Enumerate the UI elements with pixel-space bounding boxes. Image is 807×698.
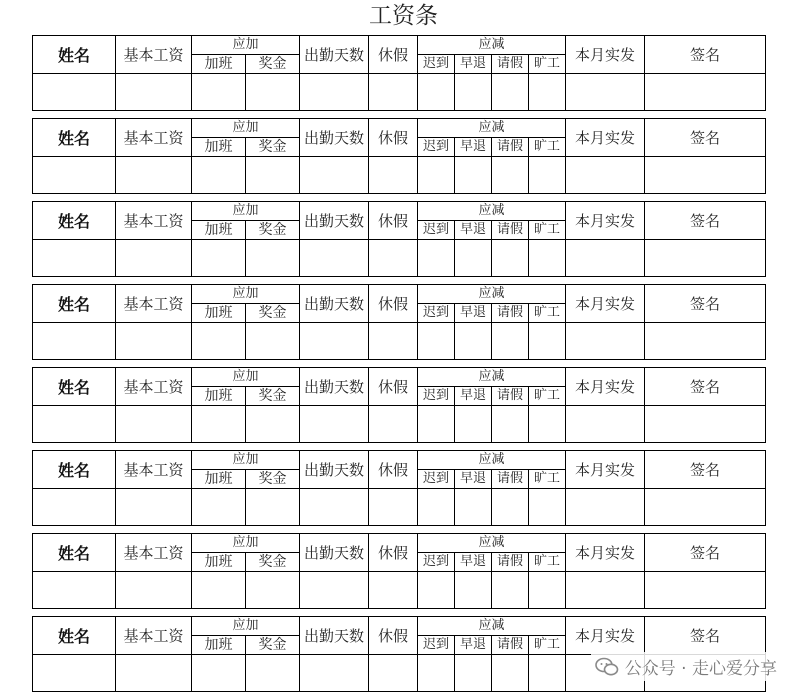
header-absent: 旷工 bbox=[529, 387, 566, 406]
header-attendance-days: 出勤天数 bbox=[300, 285, 369, 323]
cell-base-salary[interactable] bbox=[116, 323, 192, 360]
header-deduct-group: 应减 bbox=[418, 202, 566, 221]
page-title: 工资条 bbox=[369, 3, 438, 29]
cell-bonus[interactable] bbox=[246, 240, 300, 277]
cell-absent[interactable] bbox=[529, 406, 566, 443]
header-base-salary: 基本工资 bbox=[116, 202, 192, 240]
cell-name[interactable] bbox=[33, 489, 116, 526]
header-net-pay: 本月实发 bbox=[566, 202, 645, 240]
header-bonus: 奖金 bbox=[246, 470, 300, 489]
header-name: 姓名 bbox=[33, 285, 116, 323]
header-attendance-days: 出勤天数 bbox=[300, 368, 369, 406]
header-signature: 签名 bbox=[645, 202, 766, 240]
header-leave: 休假 bbox=[369, 119, 418, 157]
cell-leave[interactable] bbox=[369, 240, 418, 277]
header-signature: 签名 bbox=[645, 36, 766, 74]
header-personal-leave: 请假 bbox=[492, 304, 529, 323]
cell-name[interactable] bbox=[33, 572, 116, 609]
cell-personal-leave[interactable] bbox=[492, 323, 529, 360]
salary-slip-table bbox=[32, 450, 766, 526]
cell-personal-leave[interactable] bbox=[492, 572, 529, 609]
header-base-salary: 基本工资 bbox=[116, 534, 192, 572]
cell-base-salary[interactable] bbox=[116, 157, 192, 194]
header-name: 姓名 bbox=[33, 534, 116, 572]
cell-bonus[interactable] bbox=[246, 406, 300, 443]
header-early-leave: 早退 bbox=[455, 636, 492, 655]
cell-base-salary[interactable] bbox=[116, 489, 192, 526]
cell-base-salary[interactable] bbox=[116, 74, 192, 111]
salary-slip-table bbox=[32, 201, 766, 277]
header-name: 姓名 bbox=[33, 36, 116, 74]
cell-personal-leave[interactable] bbox=[492, 406, 529, 443]
header-leave: 休假 bbox=[369, 36, 418, 74]
cell-name[interactable] bbox=[33, 157, 116, 194]
header-early-leave: 早退 bbox=[455, 470, 492, 489]
header-late: 迟到 bbox=[418, 387, 455, 406]
watermark-text: 公众号 · 走心爱分享 bbox=[624, 659, 777, 679]
salary-slip-table bbox=[32, 533, 766, 609]
cell-bonus[interactable] bbox=[246, 323, 300, 360]
header-overtime: 加班 bbox=[192, 304, 246, 323]
cell-early-leave[interactable] bbox=[455, 74, 492, 111]
header-net-pay: 本月实发 bbox=[566, 451, 645, 489]
header-signature: 签名 bbox=[645, 368, 766, 406]
cell-name[interactable] bbox=[33, 240, 116, 277]
header-late: 迟到 bbox=[418, 221, 455, 240]
cell-net-pay[interactable] bbox=[566, 572, 645, 609]
cell-attendance-days[interactable] bbox=[300, 240, 369, 277]
header-leave: 休假 bbox=[369, 451, 418, 489]
salary-slip bbox=[32, 118, 765, 193]
header-deduct-group: 应减 bbox=[418, 451, 566, 470]
header-net-pay: 本月实发 bbox=[566, 617, 645, 655]
cell-net-pay[interactable] bbox=[566, 157, 645, 194]
salary-slip-table bbox=[32, 118, 766, 194]
cell-absent[interactable] bbox=[529, 572, 566, 609]
header-attendance-days: 出勤天数 bbox=[300, 36, 369, 74]
salary-slip-table bbox=[32, 35, 766, 111]
cell-signature[interactable] bbox=[645, 157, 766, 194]
header-add-group: 应加 bbox=[192, 451, 300, 470]
cell-net-pay[interactable] bbox=[566, 240, 645, 277]
salary-slip bbox=[32, 533, 765, 608]
cell-overtime[interactable] bbox=[192, 406, 246, 443]
header-add-group: 应加 bbox=[192, 119, 300, 138]
header-bonus: 奖金 bbox=[246, 636, 300, 655]
header-net-pay: 本月实发 bbox=[566, 368, 645, 406]
cell-signature[interactable] bbox=[645, 489, 766, 526]
cell-attendance-days[interactable] bbox=[300, 323, 369, 360]
cell-overtime[interactable] bbox=[192, 323, 246, 360]
cell-attendance-days[interactable] bbox=[300, 572, 369, 609]
wechat-icon bbox=[595, 657, 619, 677]
header-add-group: 应加 bbox=[192, 368, 300, 387]
cell-name[interactable] bbox=[33, 406, 116, 443]
header-absent: 旷工 bbox=[529, 221, 566, 240]
cell-bonus[interactable] bbox=[246, 489, 300, 526]
header-net-pay: 本月实发 bbox=[566, 36, 645, 74]
cell-overtime[interactable] bbox=[192, 655, 246, 692]
header-add-group: 应加 bbox=[192, 202, 300, 221]
header-base-salary: 基本工资 bbox=[116, 119, 192, 157]
header-overtime: 加班 bbox=[192, 636, 246, 655]
cell-net-pay[interactable] bbox=[566, 406, 645, 443]
cell-leave[interactable] bbox=[369, 74, 418, 111]
salary-slip bbox=[32, 284, 765, 359]
header-name: 姓名 bbox=[33, 617, 116, 655]
header-bonus: 奖金 bbox=[246, 553, 300, 572]
header-overtime: 加班 bbox=[192, 138, 246, 157]
cell-signature[interactable] bbox=[645, 240, 766, 277]
cell-overtime[interactable] bbox=[192, 240, 246, 277]
header-late: 迟到 bbox=[418, 636, 455, 655]
header-base-salary: 基本工资 bbox=[116, 617, 192, 655]
header-overtime: 加班 bbox=[192, 553, 246, 572]
header-net-pay: 本月实发 bbox=[566, 534, 645, 572]
header-overtime: 加班 bbox=[192, 470, 246, 489]
header-leave: 休假 bbox=[369, 285, 418, 323]
cell-late[interactable] bbox=[418, 74, 455, 111]
cell-personal-leave[interactable] bbox=[492, 74, 529, 111]
cell-base-salary[interactable] bbox=[116, 240, 192, 277]
cell-name[interactable] bbox=[33, 74, 116, 111]
cell-signature[interactable] bbox=[645, 572, 766, 609]
header-name: 姓名 bbox=[33, 451, 116, 489]
header-absent: 旷工 bbox=[529, 553, 566, 572]
cell-attendance-days[interactable] bbox=[300, 655, 369, 692]
header-attendance-days: 出勤天数 bbox=[300, 119, 369, 157]
header-bonus: 奖金 bbox=[246, 221, 300, 240]
header-name: 姓名 bbox=[33, 119, 116, 157]
cell-bonus[interactable] bbox=[246, 74, 300, 111]
cell-overtime[interactable] bbox=[192, 157, 246, 194]
cell-attendance-days[interactable] bbox=[300, 489, 369, 526]
header-base-salary: 基本工资 bbox=[116, 368, 192, 406]
header-add-group: 应加 bbox=[192, 617, 300, 636]
header-early-leave: 早退 bbox=[455, 55, 492, 74]
header-overtime: 加班 bbox=[192, 387, 246, 406]
cell-leave[interactable] bbox=[369, 323, 418, 360]
header-early-leave: 早退 bbox=[455, 138, 492, 157]
header-personal-leave: 请假 bbox=[492, 553, 529, 572]
header-signature: 签名 bbox=[645, 285, 766, 323]
cell-signature[interactable] bbox=[645, 74, 766, 111]
salary-slip bbox=[32, 367, 765, 442]
cell-base-salary[interactable] bbox=[116, 655, 192, 692]
header-absent: 旷工 bbox=[529, 138, 566, 157]
cell-bonus[interactable] bbox=[246, 655, 300, 692]
salary-slip bbox=[32, 201, 765, 276]
header-attendance-days: 出勤天数 bbox=[300, 451, 369, 489]
header-bonus: 奖金 bbox=[246, 304, 300, 323]
cell-net-pay[interactable] bbox=[566, 489, 645, 526]
header-name: 姓名 bbox=[33, 368, 116, 406]
salary-slip bbox=[32, 35, 765, 110]
cell-base-salary[interactable] bbox=[116, 406, 192, 443]
cell-overtime[interactable] bbox=[192, 74, 246, 111]
header-leave: 休假 bbox=[369, 617, 418, 655]
cell-early-leave[interactable] bbox=[455, 240, 492, 277]
header-early-leave: 早退 bbox=[455, 221, 492, 240]
cell-net-pay[interactable] bbox=[566, 323, 645, 360]
cell-signature[interactable] bbox=[645, 406, 766, 443]
cell-absent[interactable] bbox=[529, 655, 566, 692]
cell-overtime[interactable] bbox=[192, 572, 246, 609]
header-deduct-group: 应减 bbox=[418, 285, 566, 304]
header-deduct-group: 应减 bbox=[418, 534, 566, 553]
header-attendance-days: 出勤天数 bbox=[300, 202, 369, 240]
cell-absent[interactable] bbox=[529, 157, 566, 194]
cell-leave[interactable] bbox=[369, 406, 418, 443]
header-leave: 休假 bbox=[369, 202, 418, 240]
cell-leave[interactable] bbox=[369, 489, 418, 526]
cell-signature[interactable] bbox=[645, 323, 766, 360]
cell-attendance-days[interactable] bbox=[300, 406, 369, 443]
cell-base-salary[interactable] bbox=[116, 572, 192, 609]
salary-slip-table bbox=[32, 367, 766, 443]
header-absent: 旷工 bbox=[529, 636, 566, 655]
cell-absent[interactable] bbox=[529, 240, 566, 277]
cell-early-leave[interactable] bbox=[455, 406, 492, 443]
header-personal-leave: 请假 bbox=[492, 221, 529, 240]
header-deduct-group: 应减 bbox=[418, 617, 566, 636]
header-early-leave: 早退 bbox=[455, 553, 492, 572]
cell-personal-leave[interactable] bbox=[492, 157, 529, 194]
header-absent: 旷工 bbox=[529, 55, 566, 74]
cell-overtime[interactable] bbox=[192, 489, 246, 526]
header-deduct-group: 应减 bbox=[418, 119, 566, 138]
header-base-salary: 基本工资 bbox=[116, 36, 192, 74]
header-late: 迟到 bbox=[418, 138, 455, 157]
cell-name[interactable] bbox=[33, 323, 116, 360]
header-personal-leave: 请假 bbox=[492, 387, 529, 406]
cell-personal-leave[interactable] bbox=[492, 240, 529, 277]
cell-personal-leave[interactable] bbox=[492, 655, 529, 692]
watermark bbox=[591, 652, 781, 681]
header-net-pay: 本月实发 bbox=[566, 119, 645, 157]
header-base-salary: 基本工资 bbox=[116, 451, 192, 489]
header-signature: 签名 bbox=[645, 534, 766, 572]
cell-name[interactable] bbox=[33, 655, 116, 692]
cell-early-leave[interactable] bbox=[455, 323, 492, 360]
header-deduct-group: 应减 bbox=[418, 368, 566, 387]
header-base-salary: 基本工资 bbox=[116, 285, 192, 323]
cell-absent[interactable] bbox=[529, 489, 566, 526]
header-absent: 旷工 bbox=[529, 470, 566, 489]
header-net-pay: 本月实发 bbox=[566, 285, 645, 323]
header-leave: 休假 bbox=[369, 534, 418, 572]
header-late: 迟到 bbox=[418, 470, 455, 489]
header-attendance-days: 出勤天数 bbox=[300, 534, 369, 572]
header-name: 姓名 bbox=[33, 202, 116, 240]
cell-late[interactable] bbox=[418, 240, 455, 277]
cell-bonus[interactable] bbox=[246, 157, 300, 194]
header-add-group: 应加 bbox=[192, 285, 300, 304]
cell-leave[interactable] bbox=[369, 655, 418, 692]
cell-personal-leave[interactable] bbox=[492, 489, 529, 526]
cell-leave[interactable] bbox=[369, 157, 418, 194]
header-overtime: 加班 bbox=[192, 55, 246, 74]
header-overtime: 加班 bbox=[192, 221, 246, 240]
header-early-leave: 早退 bbox=[455, 304, 492, 323]
salary-slip bbox=[32, 450, 765, 525]
cell-early-leave[interactable] bbox=[455, 572, 492, 609]
header-leave: 休假 bbox=[369, 368, 418, 406]
cell-late[interactable] bbox=[418, 323, 455, 360]
header-signature: 签名 bbox=[645, 119, 766, 157]
cell-late[interactable] bbox=[418, 489, 455, 526]
header-bonus: 奖金 bbox=[246, 138, 300, 157]
cell-net-pay[interactable] bbox=[566, 74, 645, 111]
header-personal-leave: 请假 bbox=[492, 55, 529, 74]
cell-late[interactable] bbox=[418, 572, 455, 609]
header-absent: 旷工 bbox=[529, 304, 566, 323]
cell-late[interactable] bbox=[418, 406, 455, 443]
header-attendance-days: 出勤天数 bbox=[300, 617, 369, 655]
cell-attendance-days[interactable] bbox=[300, 157, 369, 194]
cell-bonus[interactable] bbox=[246, 572, 300, 609]
header-deduct-group: 应减 bbox=[418, 36, 566, 55]
header-late: 迟到 bbox=[418, 55, 455, 74]
header-add-group: 应加 bbox=[192, 36, 300, 55]
header-personal-leave: 请假 bbox=[492, 636, 529, 655]
header-signature: 签名 bbox=[645, 617, 766, 655]
header-personal-leave: 请假 bbox=[492, 138, 529, 157]
header-late: 迟到 bbox=[418, 553, 455, 572]
salary-slip-table bbox=[32, 284, 766, 360]
header-signature: 签名 bbox=[645, 451, 766, 489]
header-add-group: 应加 bbox=[192, 534, 300, 553]
cell-late[interactable] bbox=[418, 655, 455, 692]
cell-late[interactable] bbox=[418, 157, 455, 194]
cell-leave[interactable] bbox=[369, 572, 418, 609]
header-late: 迟到 bbox=[418, 304, 455, 323]
cell-early-leave[interactable] bbox=[455, 489, 492, 526]
header-early-leave: 早退 bbox=[455, 387, 492, 406]
header-bonus: 奖金 bbox=[246, 55, 300, 74]
cell-absent[interactable] bbox=[529, 74, 566, 111]
cell-attendance-days[interactable] bbox=[300, 74, 369, 111]
cell-early-leave[interactable] bbox=[455, 655, 492, 692]
cell-early-leave[interactable] bbox=[455, 157, 492, 194]
header-personal-leave: 请假 bbox=[492, 470, 529, 489]
header-bonus: 奖金 bbox=[246, 387, 300, 406]
cell-absent[interactable] bbox=[529, 323, 566, 360]
